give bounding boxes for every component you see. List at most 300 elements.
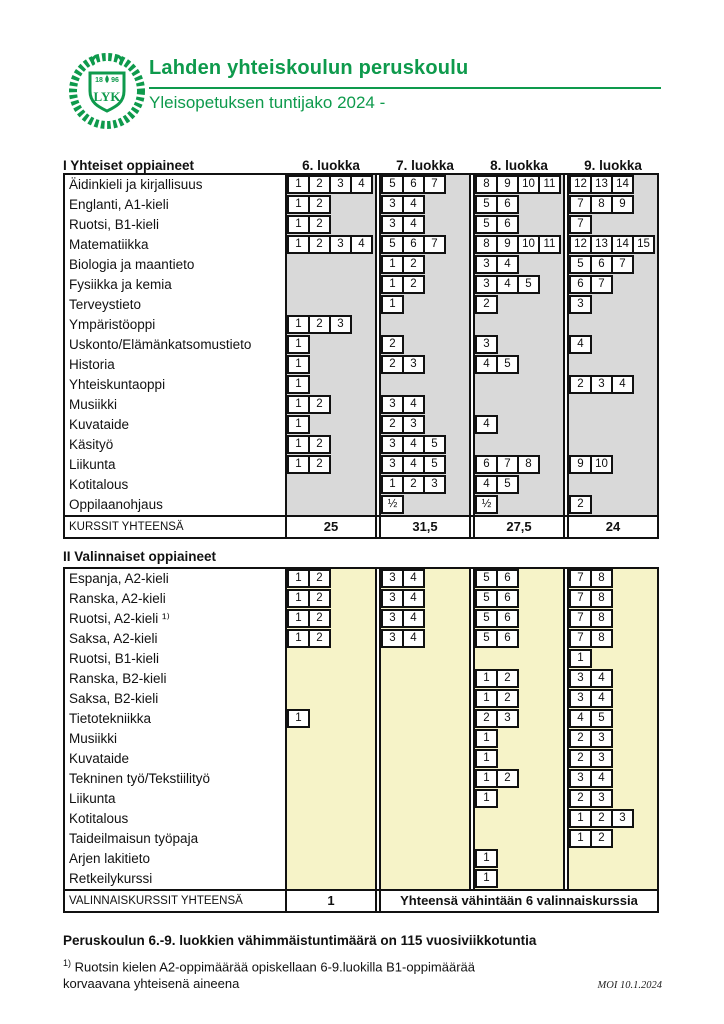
course-cell: 8: [475, 235, 498, 254]
course-cell: 10: [517, 235, 540, 254]
course-cell: 5: [423, 455, 446, 474]
subject-label: Äidinkieli ja kirjallisuus: [65, 175, 285, 195]
grade-7-cells: [379, 215, 471, 235]
grade-7-cells: [379, 629, 471, 649]
course-cell: 2: [590, 809, 613, 828]
title-underline: [149, 87, 661, 89]
grade-8-cells: [473, 829, 565, 849]
course-cell: 2: [402, 275, 425, 294]
course-cell: 3: [381, 629, 404, 648]
logo-year-left: 18: [95, 77, 103, 84]
course-cell: 4: [475, 475, 498, 494]
footnote-marker: 1): [63, 958, 72, 968]
course-cell: 3: [381, 395, 404, 414]
table-row: [65, 495, 659, 515]
course-cell: 1: [381, 295, 404, 314]
grade-7-cells: [379, 869, 471, 889]
grade-8-cells: [473, 495, 565, 515]
grade-9-cells: [567, 175, 659, 195]
course-cell: 8: [590, 629, 613, 648]
grade-9-cells: [567, 849, 659, 869]
course-cell: 6: [496, 609, 519, 628]
course-cell: 1: [287, 195, 310, 214]
course-cell: 1: [287, 395, 310, 414]
course-cell: 3: [475, 255, 498, 274]
course-cell: 6: [496, 629, 519, 648]
grade-6-cells: [285, 295, 377, 315]
course-cell: 5: [423, 435, 446, 454]
grade-7-cells: [379, 729, 471, 749]
course-cell: 2: [308, 455, 331, 474]
table-row: [65, 869, 659, 889]
grade-6-cells: [285, 495, 377, 515]
grade-header-8: 8. luokka: [490, 158, 548, 173]
grade-8-cells: [473, 375, 565, 395]
course-cell: 12: [569, 235, 592, 254]
grade-6-cells: [285, 809, 377, 829]
course-cell: 6: [496, 589, 519, 608]
grade-8-cells: [473, 749, 565, 769]
subject-label: Ympäristöoppi: [65, 315, 285, 335]
course-cell: 3: [381, 455, 404, 474]
course-cell: 3: [329, 235, 352, 254]
course-cell: 9: [611, 195, 634, 214]
subject-label: Tietotekniikka: [65, 709, 285, 729]
table-row: [65, 829, 659, 849]
grade-9-cells: [567, 215, 659, 235]
grade-7-cells: [379, 475, 471, 495]
course-cell: 7: [423, 235, 446, 254]
course-cell: 6: [496, 569, 519, 588]
course-cell: 3: [569, 669, 592, 688]
course-cell: 2: [496, 669, 519, 688]
course-cell: 3: [381, 435, 404, 454]
course-cell: 5: [381, 235, 404, 254]
grade-7-cells: [379, 255, 471, 275]
section1-totals-label: KURSSIT YHTEENSÄ: [69, 521, 184, 533]
grade-header-7: 7. luokka: [396, 158, 454, 173]
grade-9-cells: [567, 475, 659, 495]
course-cell: 10: [590, 455, 613, 474]
grade-7-cells: [379, 809, 471, 829]
grade-6-cells: [285, 689, 377, 709]
course-cell: 5: [475, 589, 498, 608]
course-cell: 2: [381, 415, 404, 434]
course-cell: 7: [569, 195, 592, 214]
course-cell: 5: [496, 355, 519, 374]
course-cell: 6: [496, 215, 519, 234]
course-cell: 8: [517, 455, 540, 474]
course-cell: 4: [475, 355, 498, 374]
grade-8-cells: [473, 175, 565, 195]
course-cell: 7: [569, 215, 592, 234]
grade-7-cells: [379, 649, 471, 669]
course-cell: 14: [611, 235, 634, 254]
course-cell: 5: [569, 255, 592, 274]
grade-7-cells: [379, 415, 471, 435]
course-cell: 14: [611, 175, 634, 194]
grade-7-cells: [379, 395, 471, 415]
grade-6-cells: [285, 649, 377, 669]
total-grade7: 31,5: [379, 517, 471, 537]
subject-label: Ruotsi, B1-kieli: [65, 215, 285, 235]
course-cell: 1: [287, 215, 310, 234]
grade-7-cells: [379, 569, 471, 589]
grade-7-cells: [379, 375, 471, 395]
grade-7-cells: [379, 435, 471, 455]
subject-label: Taideilmaisun työpaja: [65, 829, 285, 849]
course-cell: 1: [287, 175, 310, 194]
grade-6-cells: [285, 609, 377, 629]
course-cell: 5: [496, 475, 519, 494]
table-row: [65, 769, 659, 789]
course-cell: 2: [308, 195, 331, 214]
subject-label: Arjen lakitieto: [65, 849, 285, 869]
grade-8-cells: [473, 315, 565, 335]
section2-totals-row: [63, 889, 659, 913]
course-cell: 1: [287, 375, 310, 394]
grade-6-cells: [285, 355, 377, 375]
course-cell: 6: [590, 255, 613, 274]
common-subjects-table: [63, 173, 659, 515]
logo-year-right: 96: [111, 77, 119, 84]
subject-label: Saksa, B2-kieli: [65, 689, 285, 709]
table-row: [65, 435, 659, 455]
course-cell: 4: [496, 275, 519, 294]
subject-label: Ranska, A2-kieli: [65, 589, 285, 609]
course-cell: 4: [402, 435, 425, 454]
table-row: [65, 849, 659, 869]
grade-9-cells: [567, 649, 659, 669]
logo-monogram: LYK: [93, 89, 121, 104]
grade-8-cells: [473, 475, 565, 495]
course-cell: 4: [402, 395, 425, 414]
course-cell: 3: [381, 215, 404, 234]
subject-label: Fysiikka ja kemia: [65, 275, 285, 295]
course-cell: 6: [402, 175, 425, 194]
course-cell: 13: [590, 235, 613, 254]
course-cell: 11: [538, 235, 561, 254]
course-cell: ½: [381, 495, 404, 514]
section1-header: [63, 155, 662, 173]
course-cell: 4: [590, 689, 613, 708]
course-cell: 1: [475, 689, 498, 708]
course-cell: 1: [475, 849, 498, 868]
course-cell: 3: [496, 709, 519, 728]
table-row: [65, 295, 659, 315]
course-cell: 7: [611, 255, 634, 274]
subject-label: Ranska, B2-kieli: [65, 669, 285, 689]
grade-8-cells: [473, 729, 565, 749]
course-cell: 9: [569, 455, 592, 474]
course-cell: 3: [475, 335, 498, 354]
grade-9-cells: [567, 689, 659, 709]
course-cell: 2: [569, 495, 592, 514]
grade-6-cells: [285, 435, 377, 455]
grade-9-cells: [567, 235, 659, 255]
grade-6-cells: [285, 749, 377, 769]
table-row: [65, 355, 659, 375]
table-row: [65, 629, 659, 649]
course-cell: 10: [517, 175, 540, 194]
course-cell: 7: [423, 175, 446, 194]
grade-8-cells: [473, 709, 565, 729]
grade-6-cells: [285, 789, 377, 809]
course-cell: 5: [475, 195, 498, 214]
school-name: Lahden yhteiskoulun peruskoulu: [149, 57, 469, 79]
subject-label: Kuvataide: [65, 749, 285, 769]
course-cell: 3: [402, 415, 425, 434]
grade-6-cells: [285, 769, 377, 789]
section2-title: II Valinnaiset oppiaineet: [63, 549, 217, 564]
grade-8-cells: [473, 609, 565, 629]
course-cell: 1: [569, 829, 592, 848]
grade-9-cells: [567, 315, 659, 335]
grade-9-cells: [567, 375, 659, 395]
school-logo: [66, 48, 148, 130]
table-row: [65, 375, 659, 395]
grade-9-cells: [567, 749, 659, 769]
course-cell: 5: [475, 609, 498, 628]
grade-7-cells: [379, 669, 471, 689]
course-cell: 8: [590, 569, 613, 588]
course-cell: 4: [590, 669, 613, 688]
course-cell: 3: [569, 689, 592, 708]
subject-label: Musiikki: [65, 729, 285, 749]
course-cell: 7: [590, 275, 613, 294]
grade-8-cells: [473, 629, 565, 649]
table-row: [65, 395, 659, 415]
course-cell: 5: [475, 629, 498, 648]
course-cell: 3: [381, 569, 404, 588]
subject-label: Kotitalous: [65, 809, 285, 829]
grade-7-cells: [379, 315, 471, 335]
course-cell: 3: [381, 589, 404, 608]
course-cell: 1: [569, 809, 592, 828]
grade-header-6: 6. luokka: [302, 158, 360, 173]
grade-7-cells: [379, 709, 471, 729]
course-cell: 2: [308, 609, 331, 628]
grade-6-cells: [285, 569, 377, 589]
table-row: [65, 609, 659, 629]
table-row: [65, 235, 659, 255]
grade-9-cells: [567, 415, 659, 435]
course-cell: 6: [475, 455, 498, 474]
course-cell: 6: [402, 235, 425, 254]
course-cell: 1: [287, 589, 310, 608]
grade-9-cells: [567, 829, 659, 849]
grade-6-cells: [285, 195, 377, 215]
table-row: [65, 669, 659, 689]
total-grade9: 24: [567, 517, 659, 537]
grade-9-cells: [567, 355, 659, 375]
course-cell: 8: [590, 609, 613, 628]
grade-6-cells: [285, 455, 377, 475]
subject-label: Matematiikka: [65, 235, 285, 255]
course-cell: 4: [402, 629, 425, 648]
course-cell: 8: [590, 195, 613, 214]
total-grade6: 25: [285, 517, 377, 537]
grade-8-cells: [473, 455, 565, 475]
grade-8-cells: [473, 435, 565, 455]
course-cell: 8: [475, 175, 498, 194]
grade-8-cells: [473, 275, 565, 295]
grade-7-cells: [379, 689, 471, 709]
grade-7-cells: [379, 589, 471, 609]
course-cell: 2: [381, 335, 404, 354]
subject-label: Yhteiskuntaoppi: [65, 375, 285, 395]
course-cell: 5: [475, 215, 498, 234]
optional-subjects-table: [63, 567, 659, 889]
grade-9-cells: [567, 395, 659, 415]
course-cell: 15: [632, 235, 655, 254]
course-cell: 2: [308, 435, 331, 454]
course-cell: 3: [381, 609, 404, 628]
course-cell: 3: [590, 749, 613, 768]
grade-6-cells: [285, 255, 377, 275]
course-cell: 3: [611, 809, 634, 828]
minimum-hours-note: Peruskoulun 6.-9. luokkien vähimmäistuntimäärä on 115 vuosiviikkotuntia: [63, 933, 537, 948]
subject-label: Kuvataide: [65, 415, 285, 435]
table-row: [65, 689, 659, 709]
grade-7-cells: [379, 495, 471, 515]
course-cell: 12: [569, 175, 592, 194]
grade-6-cells: [285, 589, 377, 609]
course-cell: 2: [496, 689, 519, 708]
grade-7-cells: [379, 195, 471, 215]
grade-8-cells: [473, 689, 565, 709]
grade-6-cells: [285, 375, 377, 395]
course-cell: 3: [590, 789, 613, 808]
course-cell: 2: [308, 215, 331, 234]
subject-label: Biologia ja maantieto: [65, 255, 285, 275]
course-cell: 4: [590, 769, 613, 788]
course-cell: 2: [381, 355, 404, 374]
table-row: [65, 315, 659, 335]
grade-9-cells: [567, 195, 659, 215]
grade-6-cells: [285, 629, 377, 649]
document-subtitle: Yleisopetuksen tuntijako 2024 -: [149, 93, 386, 112]
grade-9-cells: [567, 569, 659, 589]
course-cell: 7: [496, 455, 519, 474]
table-row: [65, 709, 659, 729]
grade-6-cells: [285, 869, 377, 889]
subject-label: Retkeilykurssi: [65, 869, 285, 889]
table-row: [65, 215, 659, 235]
optional-total-grade6: 1: [285, 891, 377, 911]
section1-totals-row: [63, 515, 659, 539]
subject-label: Uskonto/Elämänkatsomustieto: [65, 335, 285, 355]
grade-9-cells: [567, 669, 659, 689]
grade-6-cells: [285, 335, 377, 355]
grade-7-cells: [379, 829, 471, 849]
table-row: [65, 809, 659, 829]
grade-6-cells: [285, 235, 377, 255]
grade-8-cells: [473, 809, 565, 829]
subject-label: Ruotsi, A2-kieli ¹⁾: [65, 609, 285, 629]
grade-7-cells: [379, 295, 471, 315]
subject-label: Oppilaanohjaus: [65, 495, 285, 515]
grade-8-cells: [473, 395, 565, 415]
grade-8-cells: [473, 649, 565, 669]
course-cell: 1: [287, 709, 310, 728]
course-cell: 2: [402, 475, 425, 494]
grade-6-cells: [285, 315, 377, 335]
course-cell: 13: [590, 175, 613, 194]
course-cell: 1: [475, 669, 498, 688]
grade-9-cells: [567, 609, 659, 629]
grade-8-cells: [473, 295, 565, 315]
course-cell: ½: [475, 495, 498, 514]
grade-9-cells: [567, 295, 659, 315]
grade-6-cells: [285, 275, 377, 295]
grade-9-cells: [567, 455, 659, 475]
table-row: [65, 255, 659, 275]
course-cell: 4: [402, 455, 425, 474]
grade-8-cells: [473, 415, 565, 435]
grade-8-cells: [473, 569, 565, 589]
course-cell: 1: [287, 629, 310, 648]
grade-6-cells: [285, 849, 377, 869]
grade-8-cells: [473, 789, 565, 809]
course-cell: 1: [287, 335, 310, 354]
subject-label: Englanti, A1-kieli: [65, 195, 285, 215]
course-cell: 2: [475, 709, 498, 728]
course-cell: 3: [402, 355, 425, 374]
grade-7-cells: [379, 355, 471, 375]
subject-label: Espanja, A2-kieli: [65, 569, 285, 589]
course-cell: 1: [475, 789, 498, 808]
course-cell: 4: [402, 609, 425, 628]
course-cell: 4: [402, 589, 425, 608]
course-cell: 3: [423, 475, 446, 494]
course-cell: 1: [475, 749, 498, 768]
course-cell: 2: [308, 569, 331, 588]
subject-label: Terveystieto: [65, 295, 285, 315]
course-cell: 4: [402, 569, 425, 588]
course-cell: 1: [569, 649, 592, 668]
course-cell: 1: [381, 475, 404, 494]
course-cell: 2: [402, 255, 425, 274]
grade-9-cells: [567, 589, 659, 609]
grade-9-cells: [567, 435, 659, 455]
course-cell: 1: [287, 315, 310, 334]
course-cell: 3: [569, 295, 592, 314]
course-cell: 4: [569, 709, 592, 728]
grade-7-cells: [379, 849, 471, 869]
grade-8-cells: [473, 335, 565, 355]
course-cell: 7: [569, 569, 592, 588]
section2-totals-label: VALINNAISKURSSIT YHTEENSÄ: [69, 895, 243, 907]
course-cell: 2: [569, 789, 592, 808]
subject-label: Saksa, A2-kieli: [65, 629, 285, 649]
course-cell: 1: [475, 769, 498, 788]
grade-9-cells: [567, 729, 659, 749]
grade-7-cells: [379, 275, 471, 295]
grade-6-cells: [285, 415, 377, 435]
grade-8-cells: [473, 849, 565, 869]
course-cell: 3: [475, 275, 498, 294]
grade-8-cells: [473, 355, 565, 375]
course-cell: 2: [590, 829, 613, 848]
course-cell: 1: [287, 355, 310, 374]
course-cell: 8: [590, 589, 613, 608]
course-cell: 2: [308, 589, 331, 608]
course-cell: 3: [381, 195, 404, 214]
grade-8-cells: [473, 215, 565, 235]
grade-8-cells: [473, 589, 565, 609]
grade-header-9: 9. luokka: [584, 158, 642, 173]
